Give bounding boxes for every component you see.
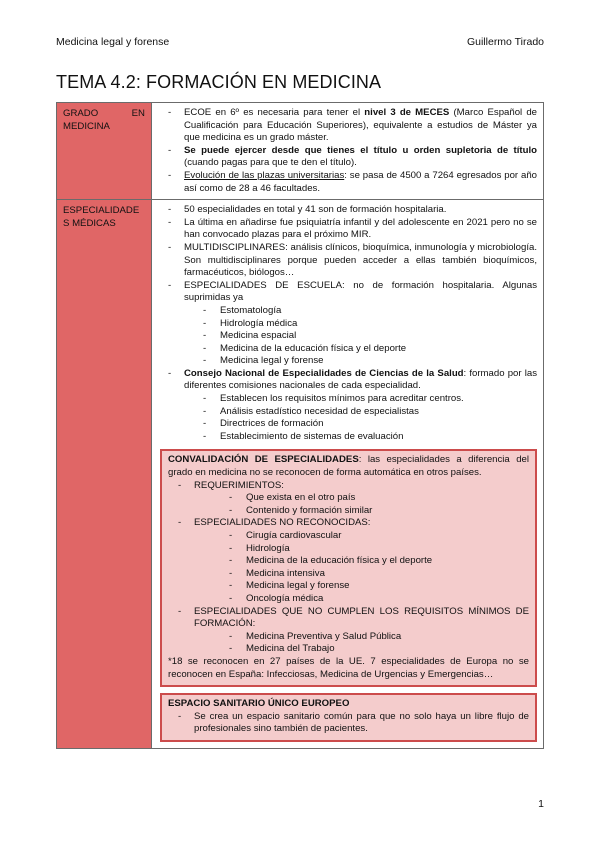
- content-table: [56, 102, 544, 749]
- espacio-title: ESPACIO SANITARIO ÚNICO EUROPEO: [168, 698, 350, 710]
- list-item: - Evolución de las plazas universitarias: se pasa de 4500 a 7264 egresados por año así como de 28 a 46 facultades.: [184, 170, 537, 195]
- sub-list-item: - Hidrología: [246, 543, 529, 556]
- sub-list-item: - Estomatología: [220, 305, 537, 318]
- convalidacion-box: [160, 449, 537, 687]
- sub-list-item: - Que exista en el otro país: [246, 492, 529, 505]
- sub-list-item: - Hidrología médica: [220, 318, 537, 331]
- list-item: - Se crea un espacio sanitario común para que no solo haya un libre flujo de profesionales sino también de pacientes.: [194, 711, 529, 736]
- list-item: - ECOE en 6º es necesaria para tener el nivel 3 de MECES (Marco Español de Cualificación para Educación Superiores), equivalente a estudios de Máster ya que medicina es un grado máster.: [184, 107, 537, 145]
- sub-list-item: - Medicina legal y forense: [246, 580, 529, 593]
- especialidades-content: [152, 200, 544, 749]
- header-right: Guillermo Tirado: [466, 36, 544, 48]
- convalidacion-note: *18 se reconocen en 27 países de la UE. 7 especialidades de Europa no se reconocen en España: Infecciosas, Medicina de Urgencias y Emergencias…: [168, 655, 529, 680]
- list-item: - REQUERIMIENTOS: - Que exista en el otro país - Contenido y formación similar: [194, 480, 529, 518]
- list-item: - ESPECIALIDADES QUE NO CUMPLEN LOS REQUISITOS MÍNIMOS DE FORMACIÓN: - Medicina Preventiva y Salud Pública - Medicina del Trabajo: [194, 606, 529, 656]
- sub-list-item: - Medicina espacial: [220, 330, 537, 343]
- list-item: - Consejo Nacional de Especialidades de Ciencias de la Salud: formado por las diferentes comisiones nacionales de cada especialidad. - Establecen los requisitos mínimos para acreditar centros. - Análisis estadístico necesidad de especialistas - Directrices de formación - Establecimiento de sistemas de evaluación: [184, 368, 537, 444]
- table-row: [57, 103, 544, 200]
- sub-list-item: - Establecimiento de sistemas de evaluación: [220, 431, 537, 444]
- list-item: - La última en añadirse fue psiquiatría infantil y del adolescente en 2021 pero no se han convocado plazas para el próximo MIR.: [184, 217, 537, 242]
- sub-list-item: - Oncología médica: [246, 593, 529, 606]
- grado-content: [152, 103, 544, 200]
- page-title: TEMA 4.2: FORMACIÓN EN MEDICINA: [56, 72, 382, 92]
- sub-list-item: - Medicina del Trabajo: [246, 643, 529, 656]
- sub-list-item: - Medicina de la educación física y el deporte: [220, 343, 537, 356]
- row-label-grado: GRADO EN MEDICINA: [57, 103, 152, 200]
- list-item: - ESPECIALIDADES DE ESCUELA: no de formación hospitalaria. Algunas suprimidas ya - Estomatología - Hidrología médica - Medicina espacial - Medicina de la educación física y el deporte - Medicina legal y forense: [184, 280, 537, 368]
- table-row: [57, 200, 544, 749]
- sub-list-item: - Contenido y formación similar: [246, 505, 529, 518]
- convalidacion-intro: CONVALIDACIÓN DE ESPECIALIDADES: las especialidades a diferencia del grado en medicina no se reconocen de forma automática en otros países.: [168, 454, 529, 479]
- list-item: - ESPECIALIDADES NO RECONOCIDAS: - Cirugía cardiovascular - Hidrología - Medicina de la educación física y el deporte - Medicina intensiva - Medicina legal y forense - Oncología médica: [194, 517, 529, 605]
- espacio-box: [160, 693, 537, 742]
- sub-list-item: - Directrices de formación: [220, 418, 537, 431]
- sub-list-item: - Medicina legal y forense: [220, 355, 537, 368]
- sub-list-item: - Medicina Preventiva y Salud Pública: [246, 631, 529, 644]
- sub-list-item: - Medicina de la educación física y el deporte: [246, 555, 529, 568]
- sub-list-item: - Establecen los requisitos mínimos para acreditar centros.: [220, 393, 537, 406]
- row-label-especialidades: ESPECIALIDADES MÉDICAS: [57, 200, 152, 749]
- list-item: - 50 especialidades en total y 41 son de formación hospitalaria.: [184, 204, 537, 217]
- sub-list-item: - Medicina intensiva: [246, 568, 529, 581]
- page-number: 1: [538, 798, 544, 810]
- header-left: Medicina legal y forense: [56, 36, 170, 48]
- list-item: - Se puede ejercer desde que tienes el título u orden supletoria de título (cuando pagas para que te den el título).: [184, 145, 537, 170]
- sub-list-item: - Cirugía cardiovascular: [246, 530, 529, 543]
- sub-list-item: - Análisis estadístico necesidad de especialistas: [220, 406, 537, 419]
- list-item: - MULTIDISCIPLINARES: análisis clínicos, bioquímica, inmunología y microbiología. Son multidisciplinares porque pueden acceder a ellas también bioquímicos, farmacéuticos, biólogos…: [184, 242, 537, 280]
